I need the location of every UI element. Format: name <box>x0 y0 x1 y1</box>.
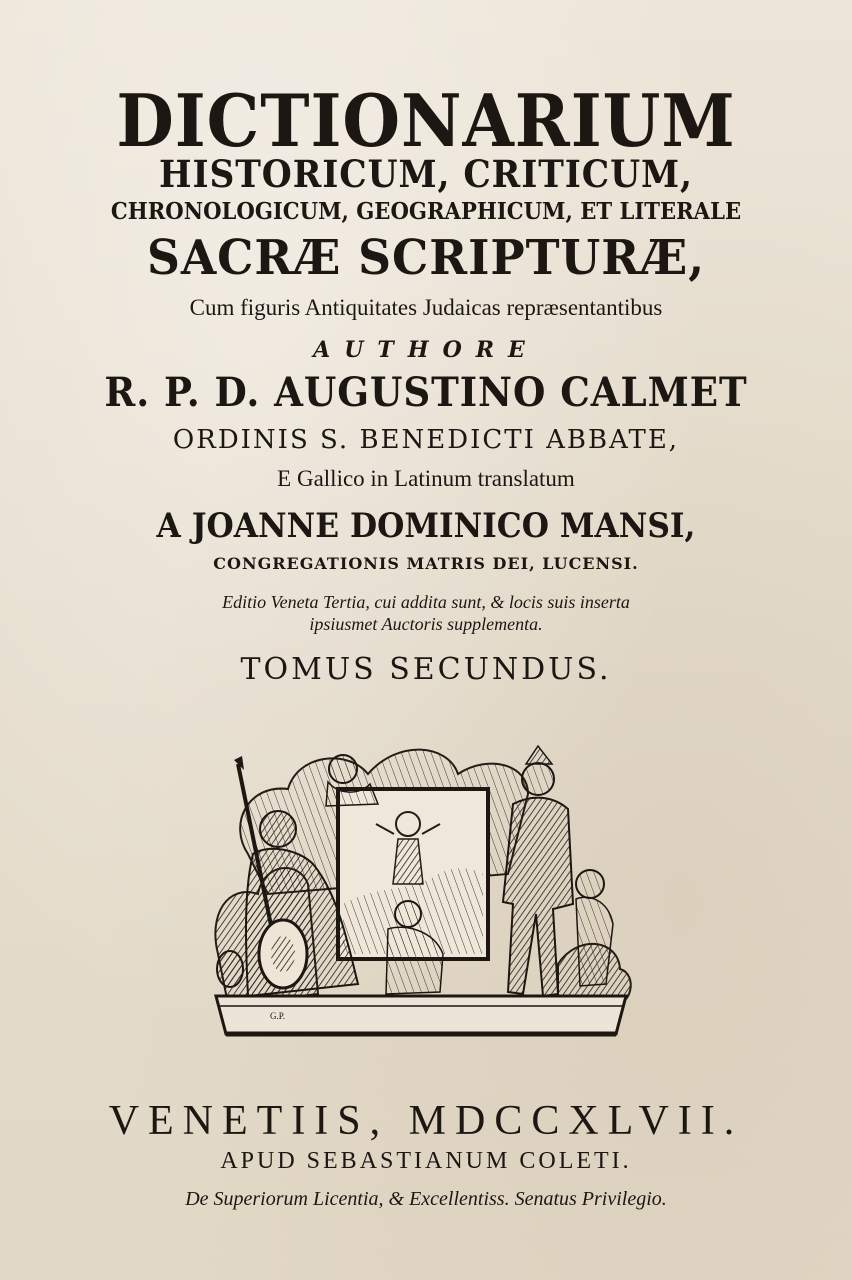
author-role: ORDINIS S. BENEDICTI ABBATE, <box>172 425 680 455</box>
subtitle-line-2: HISTORICUM, CRITICUM, <box>159 152 693 196</box>
engraved-vignette <box>208 734 638 1054</box>
subtitle-line-5: Cum figuris Antiquitates Judaicas repræsentantibus <box>189 295 663 320</box>
subtitle-line-3: CHRONOLOGICUM, GEOGRAPHICUM, ET LITERALE <box>110 198 742 225</box>
translation-note: E Gallico in Latinum translatum <box>277 466 575 491</box>
imprint-place-date: VENETIIS, MDCCXLVII. <box>108 1098 744 1144</box>
edition-line-1: Editio Veneta Tertia, cui addita sunt, & locis suis inserta <box>222 592 630 612</box>
volume-label: TOMUS SECUNDUS. <box>240 652 612 687</box>
author-label: AUTHORE <box>313 337 539 363</box>
edition-line-2: ipsiusmet Auctoris supplementa. <box>309 614 543 634</box>
imprint-printer: APUD SEBASTIANUM COLETI. <box>220 1148 632 1174</box>
translator-affiliation: CONGREGATIONIS MATRIS DEI, LUCENSI. <box>213 554 639 573</box>
translator-name: A JOANNE DOMINICO MANSI, <box>156 506 696 546</box>
engraver-signature: G.P. <box>270 1011 286 1021</box>
imprint-privilege: De Superiorum Licentia, & Excellentiss. Senatus Privilegio. <box>185 1188 667 1210</box>
main-title: DICTIONARIUM <box>116 78 736 163</box>
subtitle-line-4: SACRÆ SCRIPTURÆ, <box>146 230 706 286</box>
author-name: R. P. D. AUGUSTINO CALMET <box>104 369 748 416</box>
